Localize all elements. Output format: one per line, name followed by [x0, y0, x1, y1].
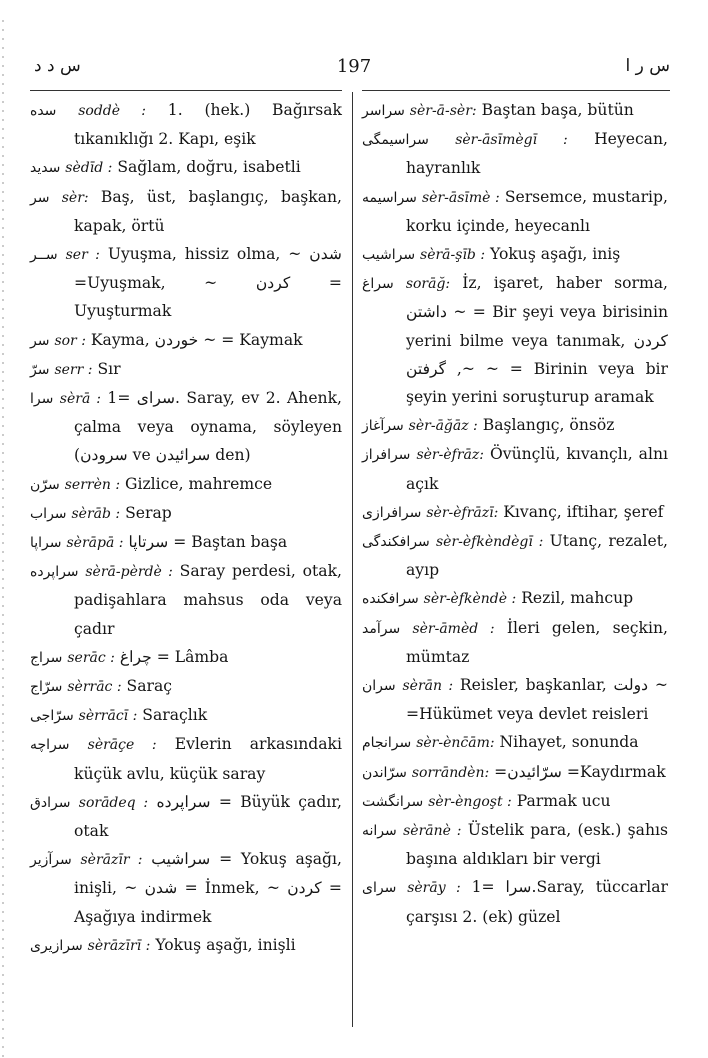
- entry-definition: سرای =1. Saray, ev 2. Ahenk, çalma veya oynama, söyleyen (سرودن ve سرائیدن den): [74, 389, 342, 465]
- dictionary-entry: [362, 411, 668, 440]
- entry-definition: Kayma, خوردن ~ = Kaymak: [90, 330, 303, 349]
- entry-arabic-headword: سرآمد: [362, 620, 401, 637]
- entry-transliteration: sèr-èfrāzī:: [426, 504, 499, 521]
- dictionary-entry: [30, 153, 342, 182]
- entry-transliteration: sèr-èfrāz:: [416, 447, 484, 464]
- entry-definition: Serap: [125, 503, 172, 522]
- dictionary-entry: [362, 96, 668, 125]
- entry-transliteration: sor :: [54, 332, 86, 349]
- dictionary-entry: [30, 528, 342, 557]
- entry-arabic-headword: سرانه: [362, 823, 397, 840]
- entry-definition: Uyuşma, hissiz olma, ~ شدن =Uyuşmak, ~ کردن = Uyuşturmak: [74, 245, 342, 321]
- entry-transliteration: sèrāçe :: [87, 737, 157, 754]
- entry-arabic-headword: سراسیمگی: [362, 132, 429, 149]
- entry-definition: Nihayet, sonunda: [499, 733, 639, 752]
- entry-arabic-headword: سرا: [30, 391, 54, 408]
- dictionary-entry: [30, 326, 342, 355]
- dictionary-entry: [362, 240, 668, 269]
- entry-definition: Gizlice, mahremce: [125, 474, 273, 493]
- entry-arabic-headword: سراپرده: [30, 564, 79, 581]
- entry-arabic-headword: سرانگشت: [362, 793, 424, 810]
- entry-arabic-headword: سرآزیر: [30, 852, 72, 869]
- entry-transliteration: soddè :: [78, 103, 147, 119]
- entry-arabic-headword: سرانجام: [362, 735, 412, 752]
- entry-arabic-headword: سراسیمه: [362, 189, 417, 206]
- entry-arabic-headword: سراچه: [30, 737, 70, 754]
- dictionary-entry: [362, 584, 668, 613]
- dictionary-entry: [362, 269, 668, 411]
- entry-transliteration: sèrānè :: [403, 823, 462, 840]
- entry-transliteration: sèr-āsīmè :: [421, 189, 500, 206]
- entry-transliteration: sèrā-pèrdè :: [85, 564, 173, 581]
- dictionary-entry: [362, 440, 668, 497]
- entry-arabic-headword: سرادق: [30, 794, 71, 811]
- entry-definition: =سرّائیدن =Kaydırmak: [494, 762, 666, 781]
- dictionary-entry: [30, 788, 342, 845]
- entry-arabic-headword: سراشیب: [362, 247, 416, 264]
- entry-transliteration: sèr-āmèd :: [412, 620, 495, 637]
- entry-definition: Başlangıç, önsöz: [482, 416, 615, 435]
- entry-transliteration: sèrā :: [59, 391, 101, 408]
- entry-transliteration: sèr-āsīmègī :: [455, 132, 568, 149]
- entry-arabic-headword: سراب: [30, 505, 67, 522]
- entry-definition: چراغ = Lâmba: [119, 647, 229, 666]
- entry-transliteration: sèrāpā :: [66, 535, 124, 552]
- header-right-letters: س ر ا: [625, 56, 670, 76]
- entry-definition: Heyecan, hayranlık: [406, 130, 668, 178]
- entry-arabic-headword: سرازیری: [30, 937, 83, 954]
- entry-transliteration: sèrrācī :: [78, 708, 138, 725]
- entry-transliteration: sèrāzīrī :: [87, 937, 151, 954]
- dictionary-entry: [30, 931, 342, 960]
- header-rule-left: [30, 90, 342, 91]
- right-column: [362, 96, 668, 931]
- dictionary-entry: [30, 355, 342, 384]
- entry-arabic-headword: سرآغاز: [362, 418, 404, 435]
- entry-transliteration: sèr-ènc̄ām:: [416, 735, 495, 752]
- entry-arabic-headword: سراسر: [362, 103, 405, 119]
- entry-definition: Baş, üst, başlangıç, başkan, kapak, örtü: [74, 187, 343, 235]
- entry-arabic-headword: سرّن: [30, 476, 60, 493]
- entry-definition: İleri gelen, seçkin, mümtaz: [406, 618, 668, 666]
- entry-definition: İz, işaret, haber sorma, داشتن ~ = Bir şeyi veya birisinin yerini bilme veya tanımak, کردن ~, گرفتن ~ = Birinin veya bir şeyin yerini soruşturup aramak: [406, 274, 668, 407]
- column-divider: [352, 92, 353, 1027]
- entry-arabic-headword: سرافکندگی: [362, 534, 430, 551]
- entry-definition: Evlerin arkasındaki küçük avlu, küçük saray: [74, 735, 342, 783]
- entry-definition: Yokuş aşağı, inişli: [155, 935, 296, 954]
- entry-transliteration: sèrā-şīb :: [420, 247, 486, 264]
- entry-arabic-headword: سرافکنده: [362, 591, 419, 608]
- entry-transliteration: sèrān :: [402, 678, 454, 695]
- entry-transliteration: sèr-èngoşt :: [428, 793, 512, 810]
- entry-arabic-headword: سرّاندن: [362, 764, 407, 781]
- dictionary-entry: [30, 672, 342, 701]
- entry-arabic-headword: سرّاج: [30, 679, 63, 696]
- entry-transliteration: sèrāb :: [71, 505, 121, 522]
- entry-definition: Utanç, rezalet, ayıp: [406, 532, 668, 580]
- entry-arabic-headword: سده: [30, 103, 57, 119]
- entry-transliteration: sèr-èfkèndè :: [423, 591, 517, 608]
- entry-arabic-headword: سراج: [30, 649, 63, 666]
- entry-definition: Övünçlü, kıvançlı, alnı açık: [406, 445, 668, 493]
- dictionary-entry: [30, 183, 342, 240]
- dictionary-entry: [362, 671, 668, 728]
- dictionary-entry: [362, 183, 668, 240]
- entry-arabic-headword: سر: [30, 332, 50, 349]
- entry-definition: Rezil, mahcup: [521, 589, 634, 608]
- entry-transliteration: ser :: [65, 247, 100, 264]
- dictionary-entry: [30, 845, 342, 931]
- entry-definition: سراشیب = Yokuş aşağı, inişli, ~ شدن = İnmek, ~ کردن = Aşağıya indirmek: [74, 850, 342, 926]
- entry-arabic-headword: سرّاجی: [30, 708, 74, 725]
- entry-transliteration: sorādeq :: [78, 794, 149, 811]
- entry-transliteration: serr :: [54, 361, 93, 378]
- entry-arabic-headword: سراپا: [30, 535, 62, 552]
- entry-transliteration: sèr:: [61, 189, 89, 206]
- entry-definition: Üstelik para, (esk.) şahıs başına aldıkları bir vergi: [406, 821, 668, 869]
- entry-definition: سرتاپا = Baştan başa: [128, 533, 288, 552]
- entry-definition: Sersemce, mustarip, korku içinde, heyecanlı: [406, 187, 668, 235]
- entry-transliteration: sèr-èfkèndègī :: [435, 534, 544, 551]
- left-column: [30, 96, 342, 960]
- entry-transliteration: sèdīd :: [65, 160, 113, 177]
- dictionary-entry: [30, 240, 342, 326]
- dictionary-entry: [30, 499, 342, 528]
- dictionary-entry: [362, 728, 668, 757]
- entry-definition: Kıvanç, iftihar, şeref: [503, 502, 664, 521]
- header-left-letters: س د د: [34, 56, 81, 76]
- dictionary-entry: [362, 787, 668, 816]
- entry-arabic-headword: سراغ: [362, 276, 394, 293]
- dictionary-entry: [30, 730, 342, 787]
- entry-definition: سرا =1.Saray, tüccarlar çarşısı 2. (ek) güzel: [406, 878, 669, 926]
- entry-definition: 1. (hek.) Bağırsak tıkanıklığı 2. Kapı, eşik: [74, 101, 342, 149]
- dictionary-entry: [362, 873, 668, 930]
- entry-definition: Sır: [97, 359, 121, 378]
- dictionary-entry: [362, 816, 668, 873]
- entry-arabic-headword: ســر: [30, 247, 58, 264]
- dictionary-entry: [30, 384, 342, 470]
- entry-definition: Saraç: [126, 677, 173, 696]
- entry-arabic-headword: سرای: [362, 880, 397, 897]
- dictionary-entry: [362, 758, 668, 787]
- entry-definition: Parmak ucu: [516, 791, 611, 810]
- entry-definition: Saraçlık: [142, 706, 208, 725]
- dictionary-entry: [30, 701, 342, 730]
- header-rule-right: [362, 90, 670, 91]
- entry-definition: Baştan başa, bütün: [481, 101, 634, 119]
- entry-transliteration: sorāğ:: [405, 276, 451, 293]
- entry-definition: Yokuş aşağı, iniş: [490, 245, 621, 264]
- entry-transliteration: sèrāzīr :: [80, 852, 143, 869]
- dictionary-entry: [362, 527, 668, 584]
- entry-transliteration: sorrāndèn:: [411, 764, 490, 781]
- entry-transliteration: sèr-āğāz :: [408, 418, 478, 435]
- entry-arabic-headword: سرافرازی: [362, 504, 422, 521]
- entry-arabic-headword: سدید: [30, 160, 61, 177]
- entry-definition: Saray perdesi, otak, padişahlara mahsus oda veya çadır: [74, 562, 343, 638]
- dictionary-entry: [30, 470, 342, 499]
- dictionary-entry: [30, 557, 342, 643]
- dictionary-entry: [362, 614, 668, 671]
- dictionary-entry: [362, 125, 668, 182]
- entry-arabic-headword: سر: [30, 189, 50, 206]
- entry-definition: Sağlam, doğru, isabetli: [117, 158, 301, 177]
- entry-definition: Reisler, başkanlar, دولت ~ =Hükümet veya devlet reisleri: [406, 676, 668, 724]
- entry-arabic-headword: سرافراز: [362, 447, 411, 464]
- entry-transliteration: sèrāy :: [407, 880, 461, 897]
- entry-transliteration: serrèn :: [64, 476, 121, 493]
- scan-margin-marks: [0, 0, 6, 1058]
- entry-arabic-headword: سران: [362, 678, 396, 695]
- entry-transliteration: serāc :: [67, 649, 115, 666]
- dictionary-entry: [30, 96, 342, 153]
- dictionary-entry: [30, 643, 342, 672]
- page-number: 197: [336, 56, 372, 77]
- entry-transliteration: sèr-ā-sèr:: [409, 103, 477, 119]
- entry-definition: سراپرده = Büyük çadır, otak: [74, 792, 342, 841]
- entry-arabic-headword: سرّ: [30, 361, 50, 378]
- entry-transliteration: sèrrāc :: [67, 679, 122, 696]
- dictionary-entry: [362, 498, 668, 527]
